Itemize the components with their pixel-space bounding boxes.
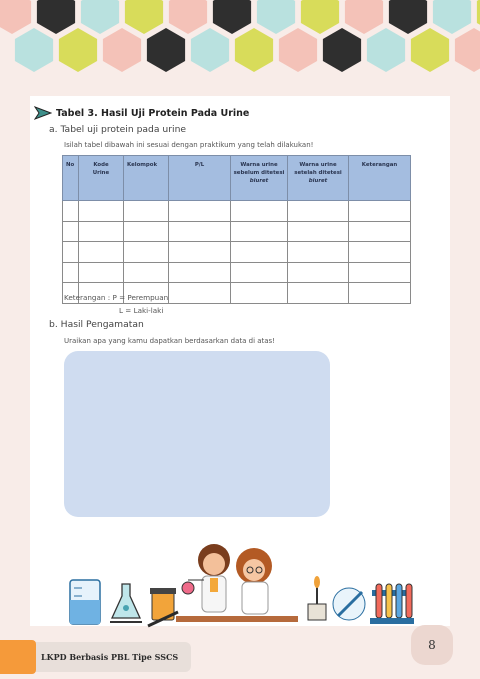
hexagon-shape [37, 0, 75, 34]
hexagon-pattern-banner [0, 0, 480, 78]
header-pl: P/L [169, 156, 231, 201]
hexagon-shape [411, 28, 449, 72]
arrow-icon [34, 106, 52, 120]
table-cell[interactable] [124, 221, 169, 242]
table-cell[interactable] [124, 262, 169, 283]
table-cell[interactable] [288, 221, 349, 242]
hexagon-shape [191, 28, 229, 72]
table-cell[interactable] [124, 201, 169, 222]
footer-label: LKPD Berbasis PBL Tipe SSCS [41, 652, 179, 662]
table-cell[interactable] [349, 283, 411, 304]
hexagon-shape [389, 0, 427, 34]
hexagon-shape [103, 28, 141, 72]
header-warna-sebelum: Warna urine sebelum ditetesi biuret [231, 156, 288, 201]
page-number: 8 [428, 638, 436, 652]
table-cell[interactable] [169, 201, 231, 222]
header-keterangan: Keterangan [349, 156, 411, 201]
hexagon-shape [433, 0, 471, 34]
table-cell[interactable] [63, 242, 79, 263]
hexagon-shape [257, 0, 295, 34]
hexagon-shape [345, 0, 383, 34]
table-cell[interactable] [349, 262, 411, 283]
protein-test-table [62, 155, 411, 304]
burner-icon [308, 576, 326, 620]
header-no: No [63, 156, 79, 201]
table-cell[interactable] [349, 221, 411, 242]
table-cell[interactable] [79, 221, 124, 242]
hexagon-shape [15, 28, 53, 72]
table-header-row [63, 156, 411, 201]
hexagon-shape [301, 0, 339, 34]
lab-illustration [64, 534, 414, 630]
table-cell[interactable] [231, 242, 288, 263]
section-title-text: Tabel 3. Hasil Uji Protein Pada Urine [56, 107, 250, 119]
hexagon-shape [59, 28, 97, 72]
table-cell[interactable] [63, 262, 79, 283]
table-cell[interactable] [169, 283, 231, 304]
footer-accent [0, 640, 36, 674]
table-cell[interactable] [79, 262, 124, 283]
hexagon-shape [213, 0, 251, 34]
table-cell[interactable] [63, 201, 79, 222]
hexagon-shape [147, 28, 185, 72]
observation-instruction: Uraikan apa yang kamu dapatkan berdasarkan data di atas! [64, 337, 276, 345]
table-cell[interactable] [288, 283, 349, 304]
table-cell[interactable] [288, 262, 349, 283]
header-warna-setelah: Warna urine setelah ditetesi biuret [288, 156, 349, 201]
table-cell[interactable] [169, 242, 231, 263]
header-kode-urine: Kode Urine [79, 156, 124, 201]
hexagon-shape [279, 28, 317, 72]
dropper-icon [333, 588, 365, 620]
beaker-icon [70, 580, 100, 624]
flask-stand-icon [110, 584, 142, 622]
jar-icon [148, 588, 178, 626]
table-instruction: Isilah tabel dibawah ini sesuai dengan praktikum yang telah dilakukan! [64, 141, 314, 149]
legend-note-p: Keterangan : P = Perempuan [64, 293, 169, 302]
subsection-b-heading: b. Hasil Pengamatan [49, 319, 144, 330]
table-cell[interactable] [79, 242, 124, 263]
scientist-boy-icon [182, 544, 230, 612]
hexagon-shape [125, 0, 163, 34]
table-row [63, 221, 411, 242]
hexagon-shape [455, 28, 480, 72]
table-cell[interactable] [231, 201, 288, 222]
table-cell[interactable] [349, 201, 411, 222]
table-row [63, 242, 411, 263]
hexagon-shape [367, 28, 405, 72]
header-kelompok: Kelompok [124, 156, 169, 201]
table-section-title [34, 106, 249, 120]
table-cell[interactable] [169, 262, 231, 283]
hexagon-shape [235, 28, 273, 72]
hexagon-shape [323, 28, 361, 72]
hexagon-shape [81, 0, 119, 34]
table-row [63, 201, 411, 222]
subsection-a-heading: a. Tabel uji protein pada urine [49, 124, 187, 135]
hexagon-shape [0, 0, 31, 34]
table-cell[interactable] [231, 283, 288, 304]
table-cell[interactable] [79, 201, 124, 222]
answer-textbox[interactable] [64, 351, 330, 517]
test-tube-rack-icon [370, 584, 414, 624]
table-cell[interactable] [169, 221, 231, 242]
hexagon-shape [169, 0, 207, 34]
table-cell[interactable] [231, 221, 288, 242]
table-cell[interactable] [288, 242, 349, 263]
legend-note-l: L = Laki-laki [119, 306, 164, 315]
table-cell[interactable] [63, 221, 79, 242]
table-cell[interactable] [124, 242, 169, 263]
table-row [63, 262, 411, 283]
scientist-girl-icon [236, 548, 272, 614]
table-cell[interactable] [288, 201, 349, 222]
table-cell[interactable] [349, 242, 411, 263]
table-cell[interactable] [231, 262, 288, 283]
